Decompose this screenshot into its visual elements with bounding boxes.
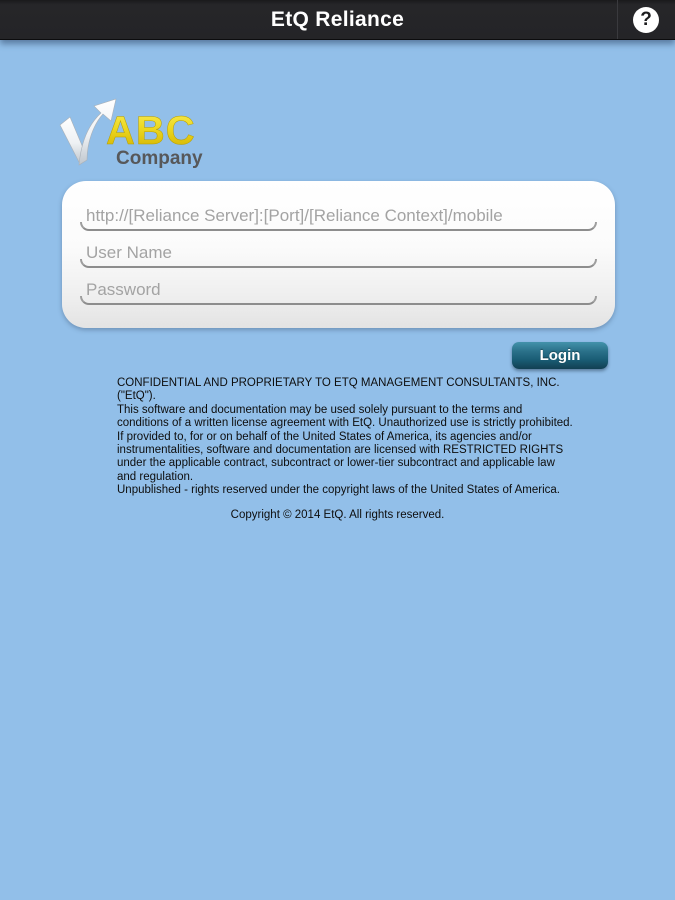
company-logo <box>56 95 206 170</box>
legal-paragraph: CONFIDENTIAL AND PROPRIETARY TO ETQ MANAGEMENT CONSULTANTS, INC. ("EtQ"). <box>117 377 560 403</box>
login-card <box>62 181 615 328</box>
password-input[interactable] <box>80 268 597 305</box>
server-url-field-row <box>80 194 597 231</box>
help-icon: ? <box>633 7 659 33</box>
legal-paragraph: This software and documentation may be used solely pursuant to the terms and conditions of a written license agreement with EtQ. Unauthorized use is strictly prohibited. <box>117 403 573 430</box>
legal-paragraph: If provided to, for or on behalf of the United States of America, its agencies and/or instrumentalities, software and documentation are licensed with RESTRICTED RIGHTS under the applicable contract, subcontract or lower-tier subcontract and applicable law and regulation. <box>117 430 564 483</box>
password-field-row <box>80 268 597 305</box>
logo-brand-text: ABC <box>106 109 196 153</box>
copyright-text: Copyright © 2014 EtQ. All rights reserved. <box>230 509 445 521</box>
legal-text <box>117 377 575 498</box>
username-field-row <box>80 231 597 268</box>
page-title: EtQ Reliance <box>270 8 405 31</box>
server-url-input[interactable] <box>80 194 597 231</box>
header-divider <box>617 0 618 39</box>
logo-subtitle-text: Company <box>116 148 203 169</box>
login-button[interactable]: Login <box>512 342 608 369</box>
help-button[interactable] <box>633 6 660 33</box>
legal-paragraph: Unpublished - rights reserved under the copyright laws of the United States of America. <box>117 484 560 497</box>
username-input[interactable] <box>80 231 597 268</box>
app-header <box>0 0 675 40</box>
